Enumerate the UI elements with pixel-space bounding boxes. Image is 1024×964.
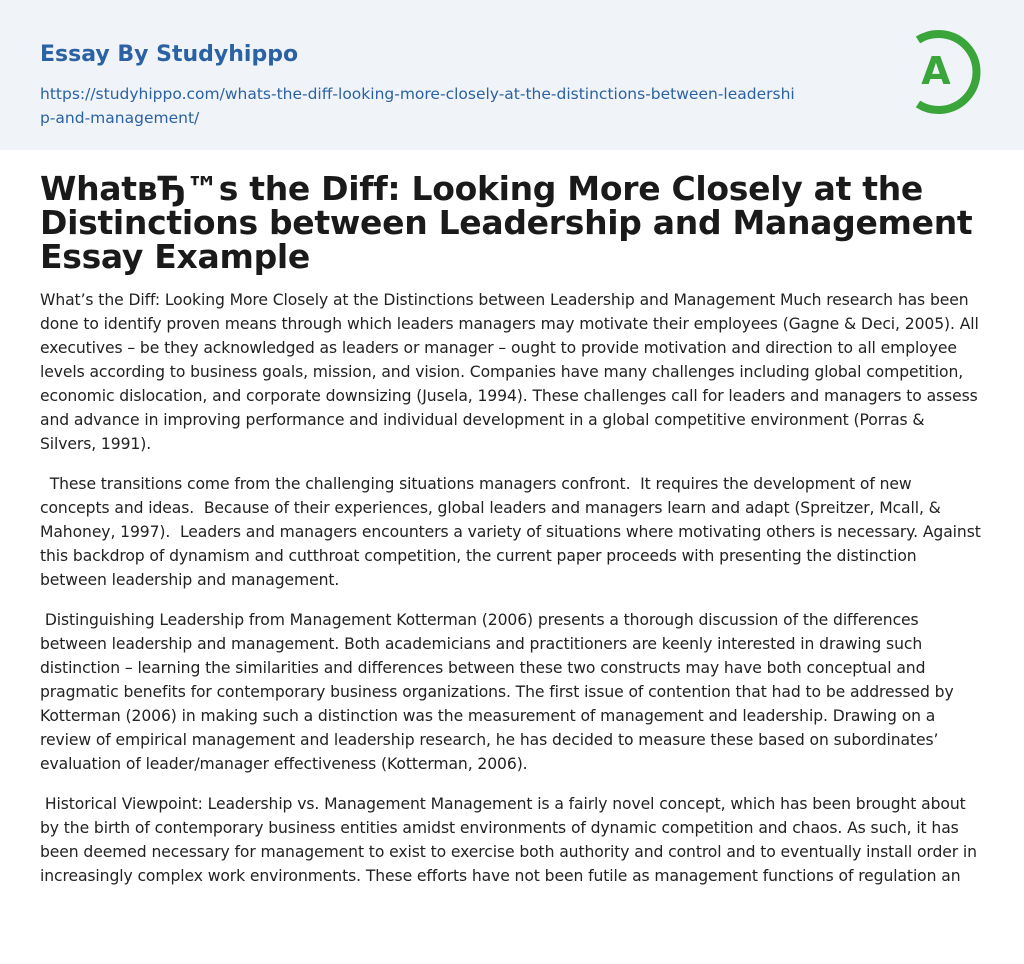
article-paragraph: Historical Viewpoint: Leadership vs. Management Management is a fairly novel concept, which has been brought about by the birth of contemporary business entities amidst environments of dynamic competition and chaos. As such, it has been deemed necessary for management to exist to exercise both authority and control and to eventually install order in increasingly complex work environments. These efforts have not been futile as management functions of regulation an: [40, 795, 982, 885]
brand-title[interactable]: Essay By Studyhippo: [40, 42, 299, 67]
article-paragraph: What’s the Diff: Looking More Closely at the Distinctions between Leadership and Management Much research has been done to identify proven means through which leaders managers may motivate their employees (Gagne & Deci, 2005). All executives – be they acknowledged as leaders or manager – ought to provide motivation and direction to all employee levels according to business goals, mission, and vision. Companies have many challenges including global competition, economic dislocation, and corporate downsizing (Jusela, 1994). These challenges call for leaders and managers to assess and advance in improving performance and individual development in a global competitive environment (Porras & Silvers, 1991).: [40, 291, 984, 453]
article-paragraph: Distinguishing Leadership from Management Kotterman (2006) presents a thorough discussion of the differences between leadership and management. Both academicians and practitioners are keenly interested in drawing such distinction – learning the similarities and differences between these two constructs may have both conceptual and pragmatic benefits for contemporary business organizations. The first issue of contention that had to be addressed by Kotterman (2006) in making such a distinction was the measurement of management and leadership. Drawing on a review of empirical management and leadership research, he has decided to measure these based on subordinates’ evaluation of leader/manager effectiveness (Kotterman, 2006).: [40, 611, 959, 773]
circle-a-logo-icon[interactable]: [898, 28, 986, 116]
page-title: WhatвЂ™s the Diff: Looking More Closely at the Distinctions between Leadership and Management Essay Example: [40, 169, 973, 276]
article-content: [0, 150, 1024, 888]
source-url-link[interactable]: https://studyhippo.com/whats-the-diff-looking-more-closely-at-the-distinctions-between-leadership-and-management/: [40, 85, 795, 127]
logo-letter: A: [921, 49, 951, 93]
site-header: [0, 0, 1024, 150]
article-paragraph: These transitions come from the challenging situations managers confront. It requires the development of new concepts and ideas. Because of their experiences, global leaders and managers learn and adapt (Spreitzer, Mcall, & Mahoney, 1997). Leaders and managers encounters a variety of situations where motivating others is necessary. Against this backdrop of dynamism and cutthroat competition, the current paper proceeds with presenting the distinction between leadership and management.: [40, 475, 986, 589]
